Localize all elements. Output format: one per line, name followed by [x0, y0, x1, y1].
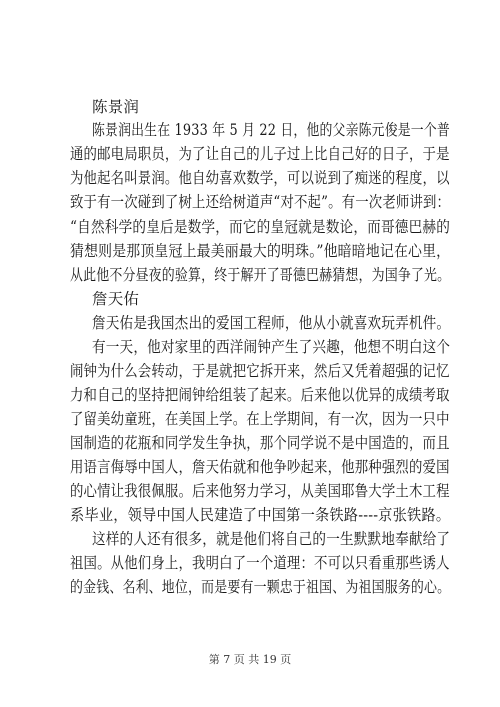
- paragraph-line: 陈景润出生在 1933 年 5 月 22 日，他的父亲陈元俊是一个普: [92, 121, 450, 139]
- paragraph-line: 的心情让我很佩服。后来他努力学习，从美国耶鲁大学土木工程: [70, 482, 450, 500]
- paragraph-line: 祖国。从他们身上，我明白了一个道理：不可以只看重那些诱人: [70, 554, 450, 572]
- paragraph-line: 力和自己的坚持把闹钟给组装了起来。后来他以优异的成绩考取: [70, 386, 450, 404]
- paragraph-line: 这样的人还有很多，就是他们将自己的一生默默地奉献给了: [92, 530, 451, 548]
- paragraph-line: 系毕业，领导中国人民建造了中国第一条铁路----京张铁路。: [70, 506, 451, 524]
- paragraph-line: 通的邮电局职员，为了让自己的儿子过上比自己好的日子，于是: [70, 145, 450, 163]
- page-number-footer: 第 7 页 共 19 页: [208, 653, 292, 666]
- paragraph-line: 闹钟为什么会转动，于是就把它拆开来，然后又凭着超强的记忆: [70, 362, 450, 380]
- paragraph-line: 为他起名叫景润。他自幼喜欢数学，可以说到了痴迷的程度，以: [70, 169, 450, 187]
- paragraph-line: 詹天佑是我国杰出的爱国工程师，他从小就喜欢玩弄机件。: [92, 314, 451, 332]
- paragraph-line: 的金钱、名利、地位，而是要有一颗忠于祖国、为祖国服务的心。: [70, 578, 451, 596]
- paragraph-line: 从此他不分昼夜的验算，终于解开了哥德巴赫猜想，为国争了光。: [70, 266, 451, 284]
- paragraph-line: 致于有一次碰到了树上还给树道声“对不起”。有一次老师讲到：: [70, 193, 451, 211]
- paragraph-line: 用语言侮辱中国人，詹天佑就和他争吵起来，他那种强烈的爱国: [70, 458, 450, 476]
- paragraph-line: 国制造的花瓶和同学发生争执，那个同学说不是中国造的，而且: [70, 434, 450, 452]
- paragraph-line: 有一天，他对家里的西洋闹钟产生了兴趣，他想不明白这个: [92, 338, 451, 356]
- heading-chen-jingrun: 陈景润: [92, 98, 140, 116]
- paragraph-line: 了留美幼童班，在美国上学。在上学期间，有一次，因为一只中: [70, 410, 450, 428]
- paragraph-line: 猜想则是那顶皇冠上最美丽最大的明珠。”他暗暗地记在心里，: [70, 242, 451, 260]
- heading-zhan-tianyou: 詹天佑: [92, 290, 140, 308]
- paragraph-line: “自然科学的皇后是数学，而它的皇冠就是数论，而哥德巴赫的: [70, 218, 451, 236]
